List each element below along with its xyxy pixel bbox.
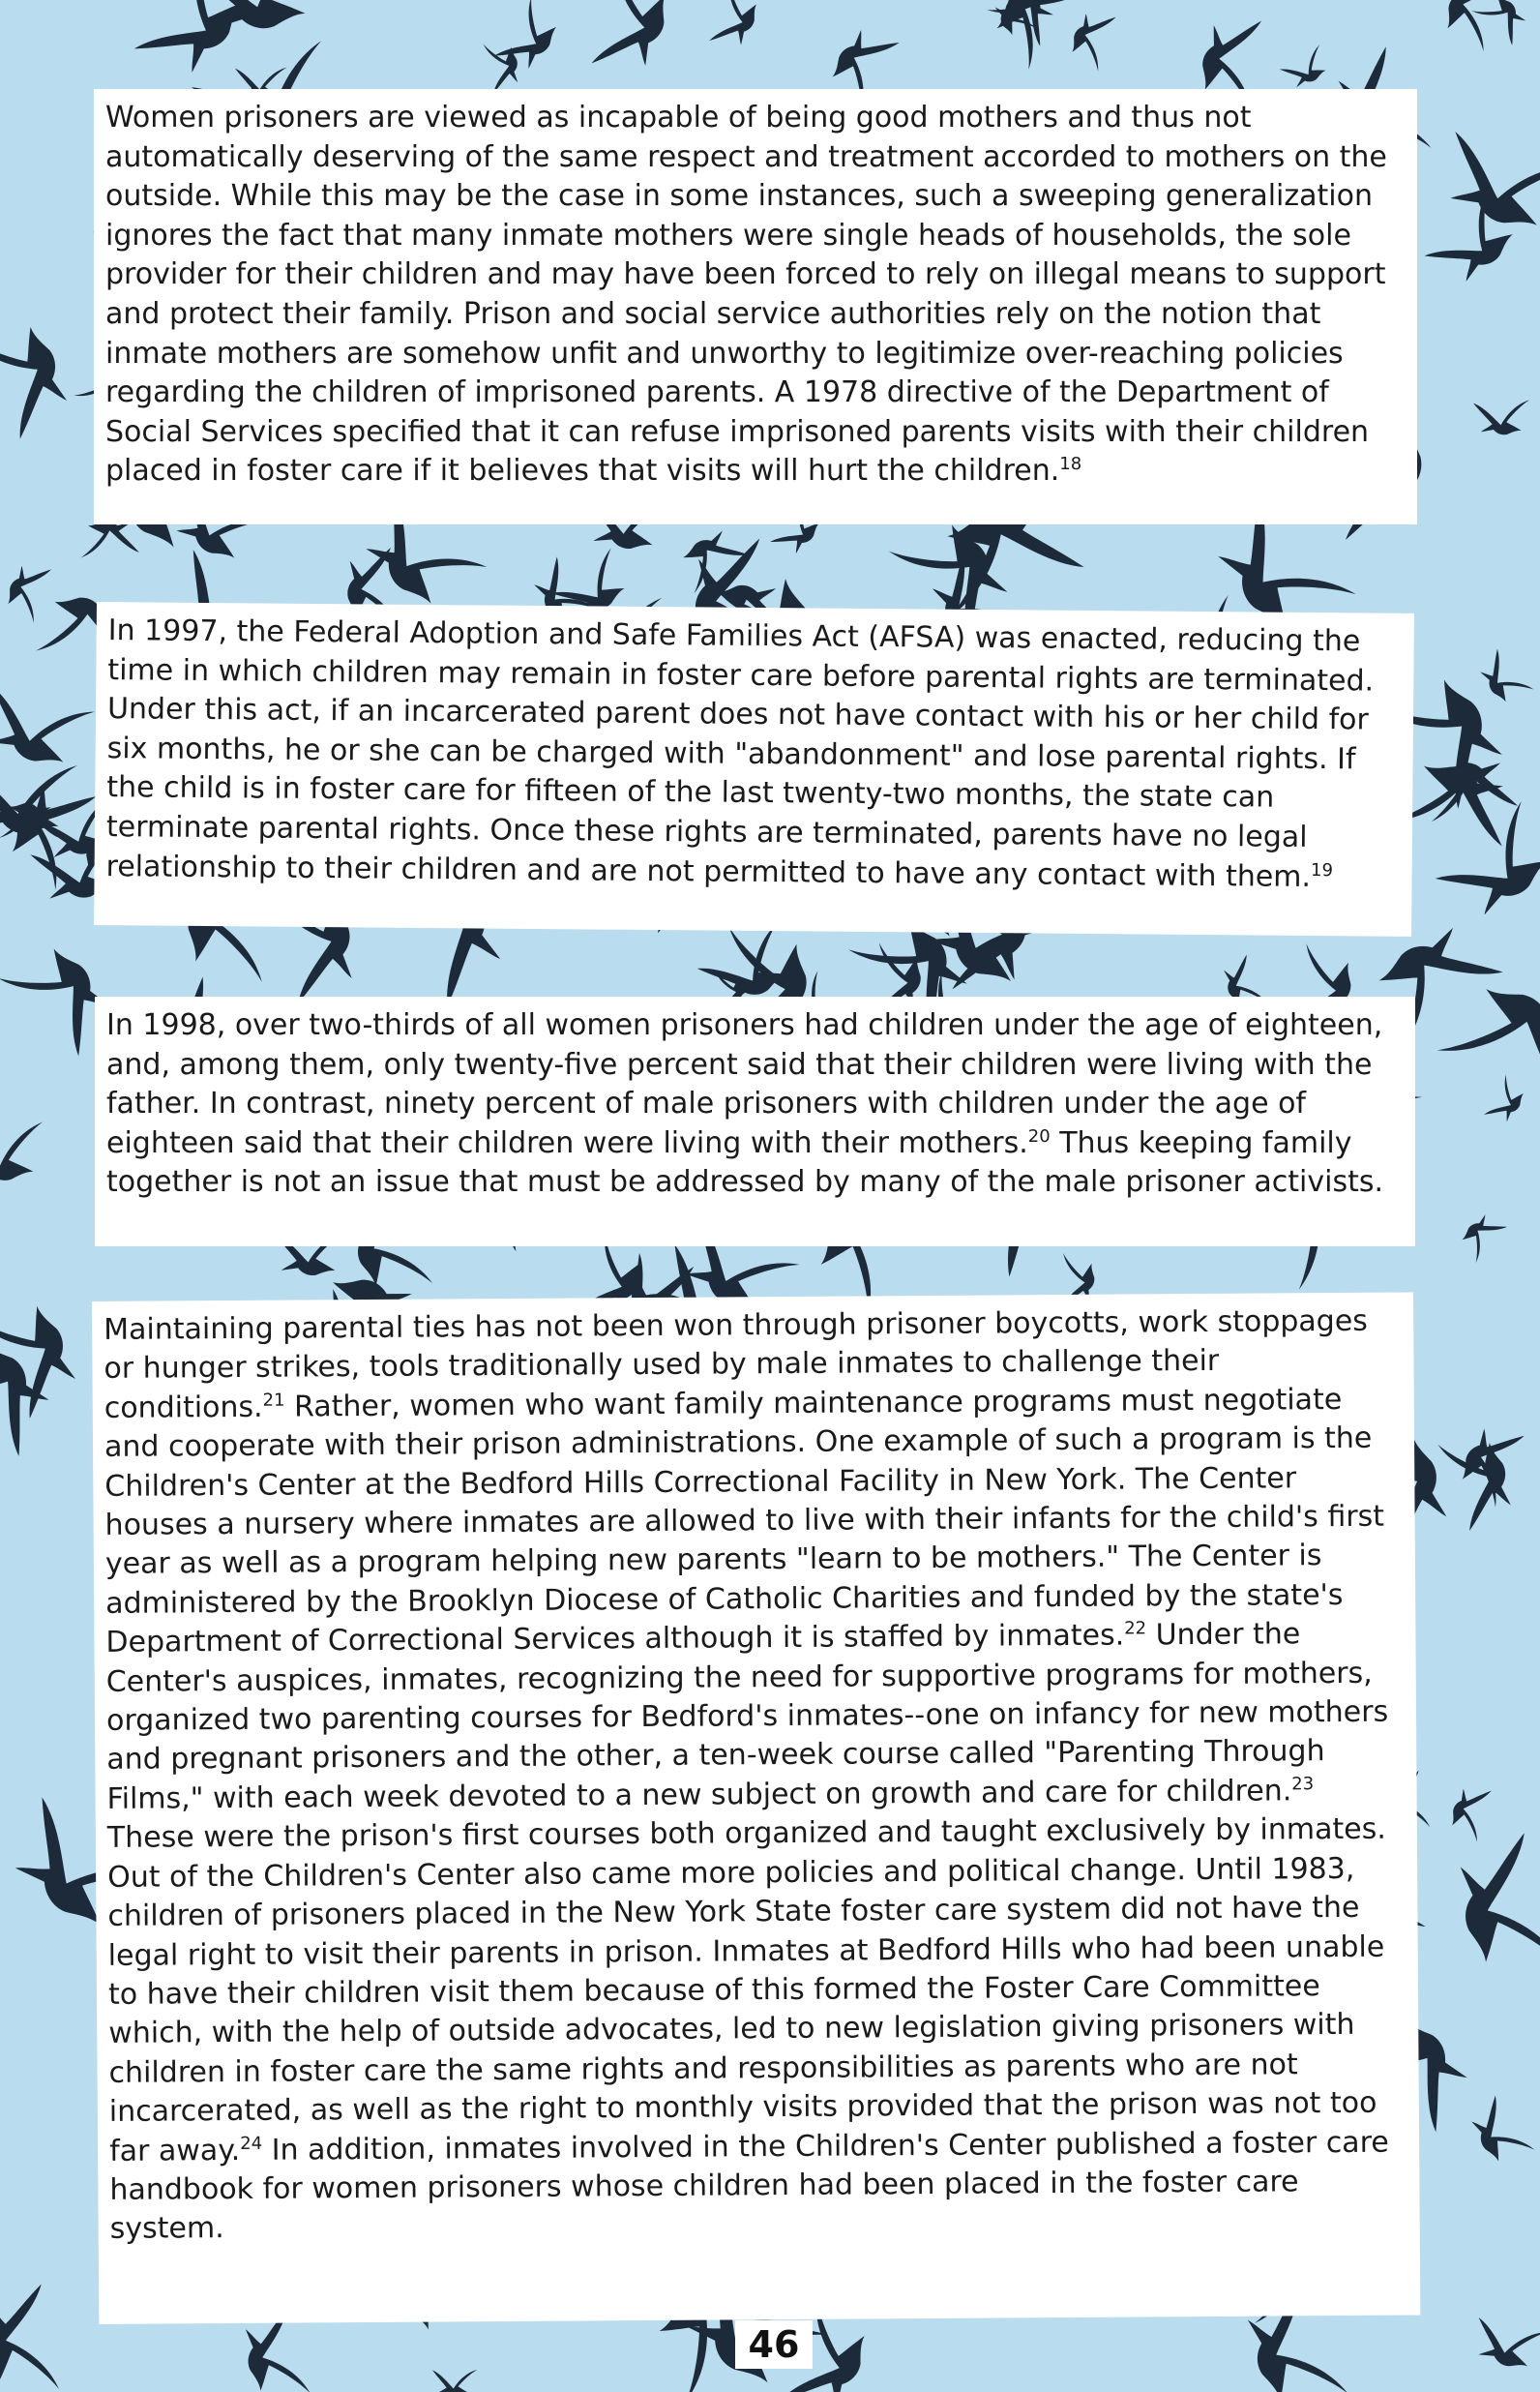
text-block-2: [94, 602, 1414, 937]
paragraph-2: [105, 612, 1404, 898]
bird-icon: [429, 2363, 477, 2392]
bird-icon: [0, 2284, 59, 2390]
bird-icon: [1445, 1779, 1499, 1842]
bird-icon: [0, 556, 59, 623]
bird-icon: [1470, 395, 1529, 437]
bird-icon: [1471, 0, 1532, 50]
text-block-1: [94, 89, 1417, 524]
text-block-3: [95, 997, 1415, 1246]
bird-icon: [0, 672, 95, 776]
footnote-ref-20: 20: [1027, 1125, 1051, 1147]
paragraph-4: [104, 1302, 1410, 2250]
bird-icon: [701, 0, 765, 55]
bird-icon: [1466, 2091, 1535, 2170]
footnote-ref-23: 23: [1291, 1774, 1315, 1795]
bird-icon: [1474, 644, 1534, 709]
paragraph-2-text: In 1997, the Federal Adoption and Safe Families Act (AFSA) was enacted, reducing the time in which children may remain in foster care before parental rights are terminated. Under this act, if an incarcerated parent does not have contact with his or her child for six months, he or she can be charged with "abandonment" and lose parental rights. If the child is in foster care for fifteen of the last twenty-two months, the state can terminate parental rights. Once these rights are terminated, parents have no legal relationship to their children and are not permitted to have any contact with them.: [105, 613, 1375, 894]
paragraph-3-text-b: Thus keeping family together is not an issue that must be addressed by many of the male prisoner activists.: [106, 1125, 1384, 1200]
paragraph-3: [106, 1006, 1406, 1203]
footnote-ref-21: 21: [262, 1390, 285, 1411]
page-number: 46: [735, 2320, 813, 2369]
bird-icon: [1478, 1074, 1529, 1128]
paragraph-1: [105, 99, 1407, 492]
bird-icon: [1064, 4, 1123, 72]
bird-icon: [1456, 1209, 1512, 1263]
paragraph-4-text-e: In addition, inmates involved in the Children's Center published a foster care handbook for women prisoners whose children had been placed in the foster care system.: [109, 2125, 1389, 2247]
paragraph-4-text-d: These were the prison's first courses both organized and taught exclusively by inmates. Out of the Children's Center also came more policies and political change. Until 1983, children of prisoners placed in the New York State foster care system did not have the legal right to visit their parents in prison. Inmates at Bedford Hills who had been unable to have their children visit them because of this formed the Foster Care Committee which, with the help of outside advocates, led to new legislation giving prisoners with children in foster care the same rights and responsibilities as parents who are not incarcerated, as well as the right to monthly visits provided that the prison was not too far away.: [106, 1811, 1386, 2168]
paragraph-3-text-a: In 1998, over two-thirds of all women prisoners had children under the age of eighteen, and, among them, only twenty-five percent said that their children were living with the father. In contrast, ninety percent of male prisoners with children under the age of eighteen said that their children were living with their mothers.: [106, 1008, 1383, 1160]
paragraph-4-text-a: Maintaining parental ties has not been won through prisoner boycotts, work stoppages or hunger strikes, tools traditionally used by male inmates to challenge their conditions.: [104, 1303, 1368, 1425]
bird-icon: [1277, 45, 1332, 91]
footnote-ref-19: 19: [1311, 859, 1334, 881]
bird-icon: [0, 750, 77, 839]
footnote-ref-22: 22: [1124, 1618, 1147, 1639]
bird-icon: [578, 0, 679, 83]
text-block-4: [92, 1292, 1420, 2324]
bird-icon: [1456, 1830, 1540, 1976]
paragraph-4-text-c: Under the Center's auspices, inmates, recognizing the need for supportive programs for mothers, organized two parenting courses for Bedford's inmates--one on infancy for new mothers and pregnant prisoners and the other, a ten-week course called "Parenting Through Films," with each week devoted to a new subject on growth and care for children.: [105, 1617, 1389, 1816]
paragraph-1-text: Women prisoners are viewed as incapable of being good mothers and thus not automatically deserving of the same respect and treatment accorded to mothers on the outside. While this may be the case in some instances, such a sweeping generalization ignores the fact that many inmate mothers were single heads of households, the sole provider for their children and may have been forced to rely on illegal means to support and protect their family. Prison and social service authorities rely on the notion that inmate mothers are somehow unfit and unworthy to legitimize over-reaching policies regarding the children of imprisoned parents. A 1978 directive of the Department of Social Services specified that it can refuse imprisoned parents visits with their children placed in foster care if it believes that visits will hurt the children.: [105, 101, 1387, 489]
footnote-ref-18: 18: [1059, 454, 1082, 475]
bird-icon: [1437, 970, 1540, 1117]
bird-icon: [487, 0, 566, 79]
bird-icon: [80, 519, 141, 561]
bird-icon: [0, 313, 75, 444]
bird-icon: [1466, 2308, 1540, 2376]
bird-icon: [0, 1120, 43, 1181]
paragraph-4-text-b: Rather, women who want family maintenance programs must negotiate and cooperate with their prison administrations. One example of such a program is the Children's Center at the Bedford Hills Correctional Facility in New York. The Center houses a nursery where inmates are allowed to live with their infants for the child's first year as well as a program helping new parents "learn to be mothers." The Center is administered by the Brooklyn Diocese of Catholic Charities and funded by the state's Department of Correctional Services although it is staffed by inmates.: [104, 1382, 1385, 1660]
footnote-ref-24: 24: [240, 2133, 263, 2154]
